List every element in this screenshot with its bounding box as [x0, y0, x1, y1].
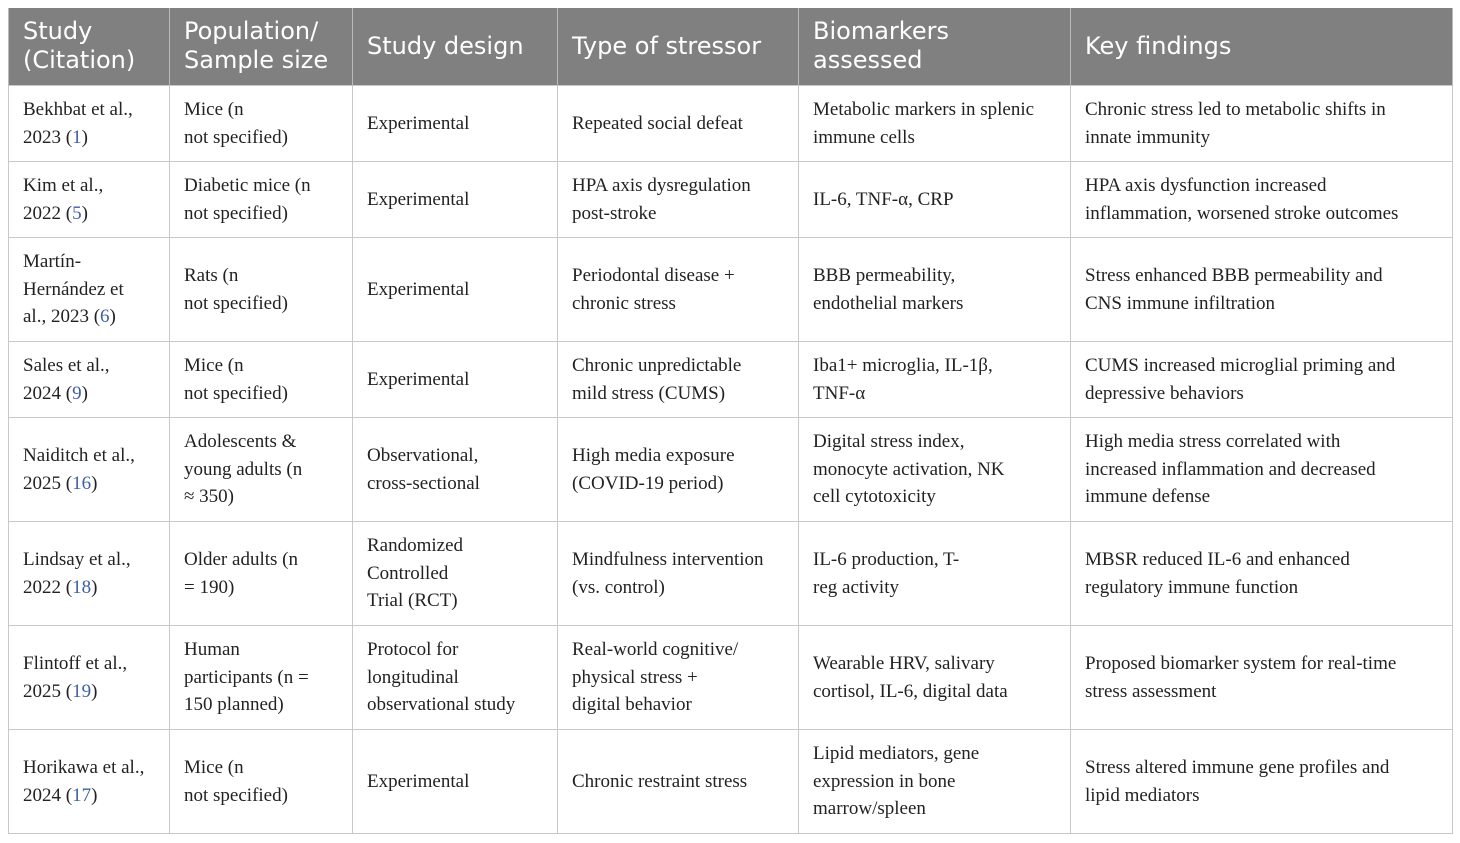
table-row: [9, 626, 1453, 730]
header-findings: [1071, 8, 1453, 86]
cell-design: Protocol for longitudinal observational study: [353, 626, 558, 730]
cell-stressor: Real-world cognitive/ physical stress + digital behavior: [558, 626, 799, 730]
reference-link[interactable]: 9: [72, 382, 82, 404]
cell-population: Diabetic mice (n not specified): [170, 162, 353, 238]
cell-biomarkers: IL-6, TNF-α, CRP: [799, 162, 1071, 238]
reference-link[interactable]: 6: [100, 306, 110, 328]
cell-findings: Stress altered immune gene profiles and lipid mediators: [1071, 730, 1453, 834]
header-population: [170, 8, 353, 86]
study-citation-close: ): [81, 382, 88, 404]
cell-population: Mice (n not specified): [170, 730, 353, 834]
reference-link[interactable]: 18: [72, 576, 92, 598]
study-citation-close: ): [109, 306, 116, 328]
cell-biomarkers: Digital stress index, monocyte activation, NK cell cytotoxicity: [799, 418, 1071, 522]
table-row: [9, 418, 1453, 522]
cell-findings: MBSR reduced IL-6 and enhanced regulatory immune function: [1071, 522, 1453, 626]
cell-design: Experimental: [353, 86, 558, 162]
cell-findings: HPA axis dysfunction increased inflammation, worsened stroke outcomes: [1071, 162, 1453, 238]
cell-study: [9, 730, 170, 834]
study-citation: Martín- Hernández et al., 2023 (: [23, 251, 124, 328]
cell-study: [9, 342, 170, 418]
table-row: [9, 238, 1453, 342]
study-citation-close: ): [81, 126, 88, 148]
table-row: [9, 86, 1453, 162]
cell-design: Experimental: [353, 238, 558, 342]
study-citation-close: ): [91, 576, 98, 598]
cell-biomarkers: Wearable HRV, salivary cortisol, IL-6, digital data: [799, 626, 1071, 730]
cell-study: [9, 238, 170, 342]
cell-biomarkers: BBB permeability, endothelial markers: [799, 238, 1071, 342]
cell-stressor: HPA axis dysregulation post-stroke: [558, 162, 799, 238]
study-citation: Lindsay et al., 2022 (: [23, 549, 131, 598]
study-citation: Flintoff et al., 2025 (: [23, 653, 128, 702]
cell-study: [9, 162, 170, 238]
header-design: [353, 8, 558, 86]
header-biomarkers-label: Biomarkers assessed: [813, 17, 949, 74]
header-study-label: Study (Citation): [23, 17, 136, 74]
table-row: [9, 522, 1453, 626]
table-row: [9, 342, 1453, 418]
studies-table: [8, 8, 1453, 834]
header-population-label: Population/ Sample size: [184, 17, 329, 74]
header-stressor-label: Type of stressor: [572, 31, 762, 60]
cell-findings: Proposed biomarker system for real-time stress assessment: [1071, 626, 1453, 730]
study-citation: Naiditch et al., 2025 (: [23, 445, 135, 494]
cell-population: Adolescents & young adults (n ≈ 350): [170, 418, 353, 522]
table-header-row: [9, 8, 1453, 86]
cell-stressor: Chronic unpredictable mild stress (CUMS): [558, 342, 799, 418]
cell-stressor: High media exposure (COVID-19 period): [558, 418, 799, 522]
reference-link[interactable]: 17: [72, 784, 92, 806]
study-citation: Kim et al., 2022 (: [23, 175, 104, 224]
cell-design: Experimental: [353, 342, 558, 418]
reference-link[interactable]: 19: [72, 680, 92, 702]
cell-stressor: Periodontal disease + chronic stress: [558, 238, 799, 342]
study-citation: Bekhbat et al., 2023 (: [23, 99, 133, 148]
cell-population: Older adults (n = 190): [170, 522, 353, 626]
table-row: [9, 162, 1453, 238]
cell-design: Randomized Controlled Trial (RCT): [353, 522, 558, 626]
cell-stressor: Chronic restraint stress: [558, 730, 799, 834]
reference-link[interactable]: 1: [72, 126, 82, 148]
study-citation-close: ): [91, 472, 98, 494]
cell-study: [9, 626, 170, 730]
cell-population: Mice (n not specified): [170, 86, 353, 162]
reference-link[interactable]: 16: [72, 472, 92, 494]
cell-design: Observational, cross-sectional: [353, 418, 558, 522]
cell-findings: Stress enhanced BBB permeability and CNS immune infiltration: [1071, 238, 1453, 342]
header-study: [9, 8, 170, 86]
study-citation: Horikawa et al., 2024 (: [23, 757, 145, 806]
cell-biomarkers: Metabolic markers in splenic immune cells: [799, 86, 1071, 162]
cell-population: Rats (n not specified): [170, 238, 353, 342]
cell-biomarkers: Iba1+ microglia, IL-1β, TNF-α: [799, 342, 1071, 418]
reference-link[interactable]: 5: [72, 202, 82, 224]
cell-study: [9, 522, 170, 626]
cell-biomarkers: Lipid mediators, gene expression in bone marrow/spleen: [799, 730, 1071, 834]
cell-findings: Chronic stress led to metabolic shifts in innate immunity: [1071, 86, 1453, 162]
cell-findings: CUMS increased microglial priming and depressive behaviors: [1071, 342, 1453, 418]
study-citation: Sales et al., 2024 (: [23, 355, 110, 404]
study-citation-close: ): [81, 202, 88, 224]
header-stressor: [558, 8, 799, 86]
header-design-label: Study design: [367, 31, 524, 60]
cell-population: Mice (n not specified): [170, 342, 353, 418]
cell-design: Experimental: [353, 162, 558, 238]
cell-stressor: Mindfulness intervention (vs. control): [558, 522, 799, 626]
cell-findings: High media stress correlated with increased inflammation and decreased immune defense: [1071, 418, 1453, 522]
cell-study: [9, 418, 170, 522]
cell-population: Human participants (n = 150 planned): [170, 626, 353, 730]
header-biomarkers: [799, 8, 1071, 86]
cell-design: Experimental: [353, 730, 558, 834]
study-citation-close: ): [91, 784, 98, 806]
table-row: [9, 730, 1453, 834]
cell-stressor: Repeated social defeat: [558, 86, 799, 162]
cell-study: [9, 86, 170, 162]
cell-biomarkers: IL-6 production, T- reg activity: [799, 522, 1071, 626]
study-citation-close: ): [91, 680, 98, 702]
header-findings-label: Key findings: [1085, 31, 1232, 60]
